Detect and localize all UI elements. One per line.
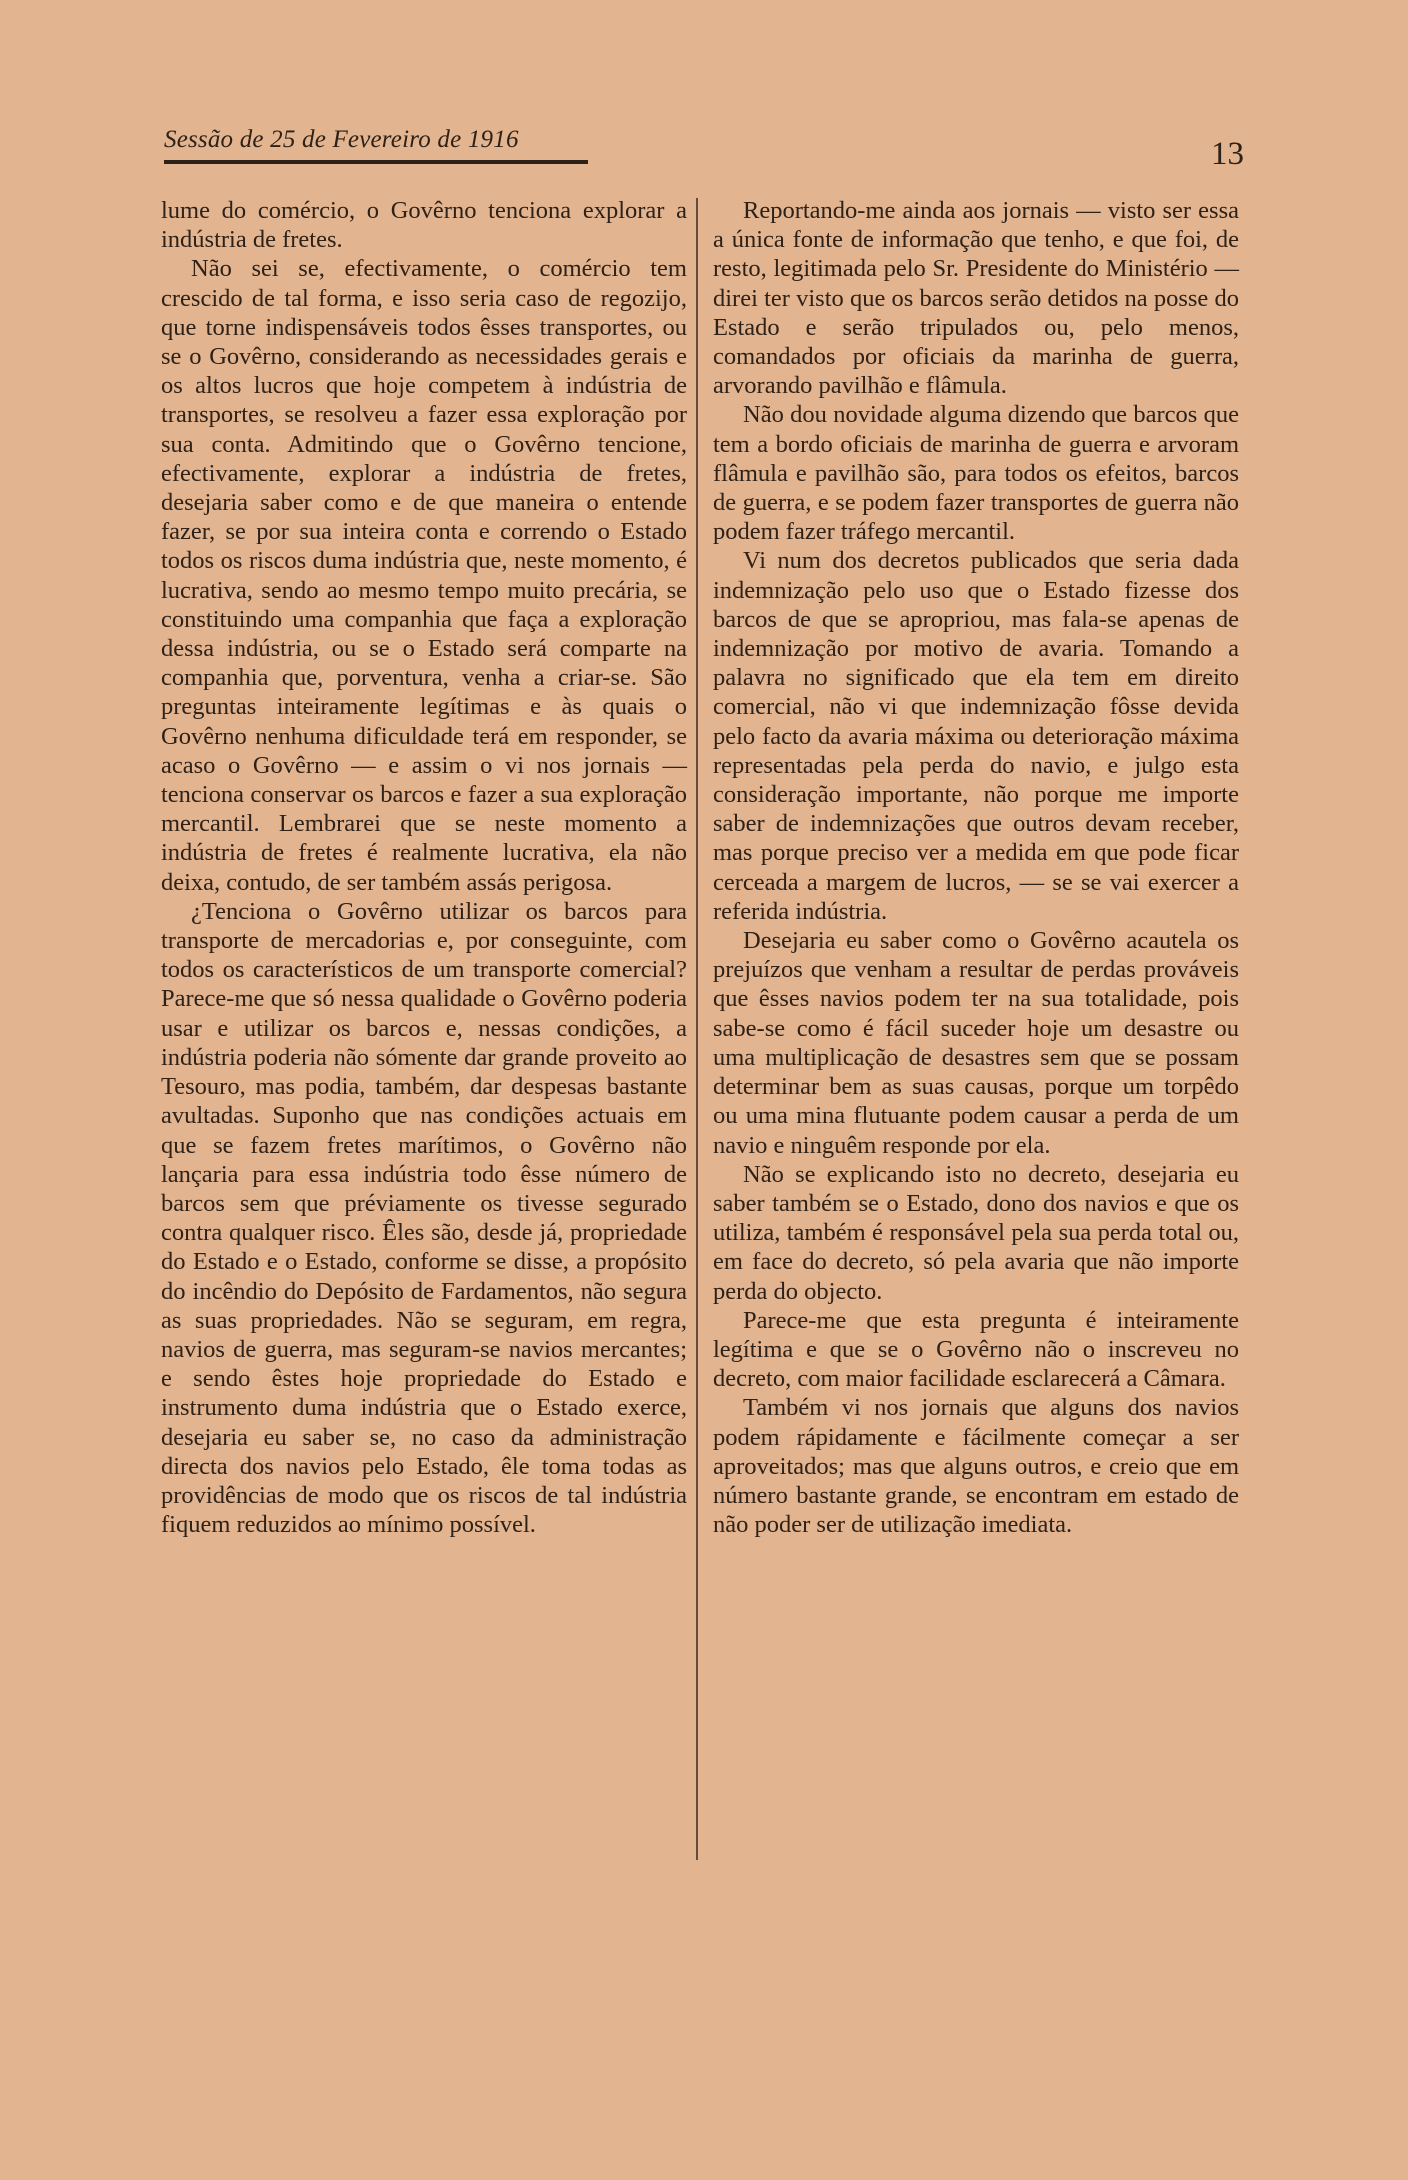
paragraph: Vi num dos decretos publicados que seria dada indemnização pelo uso que o Estado fizesse dos barcos de que se apropriou, mas fala-se apenas de indemnização por motivo de avaria. Tomando a palavra no significado que ela tem em direito comercial, não vi que indemnização fôsse devida pelo facto da avaria máxima ou deterioração máxima representadas pela perda do navio, e julgo esta consideração importante, não porque me importe saber de indemnizações que outros devam receber, mas porque preciso ver a medida em que pode ficar cerceada a margem de lucros, — se se vai exercer a referida indústria. — [713, 547, 1239, 925]
page-header — [164, 126, 1244, 176]
running-head: Sessão de 25 de Fevereiro de 1916 — [164, 126, 588, 164]
paragraph: Não se explicando isto no decreto, desejaria eu saber também se o Estado, dono dos navios e que os utiliza, também é responsável pela sua perda total ou, em face do decreto, só pela avaria que não importe perda do objecto. — [713, 1160, 1239, 1305]
paragraph: Desejaria eu saber como o Govêrno acautela os prejuízos que venham a resultar de perdas prováveis que êsses navios podem ter na sua totalidade, pois sabe-se como é fácil suceder hoje um desastre ou uma multiplicação de desastres sem que se possam determinar bem as suas causas, porque um torpêdo ou uma mina flutuante podem causar a perda de um navio e ninguêm responde por ela. — [713, 927, 1239, 1159]
text-column-left — [161, 196, 687, 1539]
paragraph: Não sei se, efectivamente, o comércio tem crescido de tal forma, e isso seria caso de regozijo, que torne indispensáveis todos êsses transportes, ou se o Govêrno, considerando as necessidades gerais e os altos lucros que hoje competem à indústria de transportes, se resolveu a fazer essa exploração por sua conta. Admitindo que o Govêrno tencione, efectivamente, explorar a indústria de fretes, desejaria saber como e de que maneira o entende fazer, se por sua inteira conta e correndo o Estado todos os riscos duma indústria que, neste momento, é lucrativa, sendo ao mesmo tempo muito precária, se constituindo uma companhia que faça a exploração dessa indústria, ou se o Estado será comparte na companhia que, porventura, venha a criar-se. São preguntas inteiramente legítimas e às quais o Govêrno nenhuma dificuldade terá em responder, se acaso o Govêrno — e assim o vi nos jornais — tenciona conservar os barcos e fazer a sua exploração mercantil. Lembrarei que se neste momento a indústria de fretes é realmente lucrativa, ela não deixa, contudo, de ser também assás perigosa. — [161, 255, 687, 896]
page-number: 13 — [1211, 136, 1244, 172]
paragraph: Parece-me que esta pregunta é inteiramente legítima e que se o Govêrno não o inscreveu no decreto, com maior facilidade esclarecerá a Câmara. — [713, 1306, 1239, 1393]
text-column-right — [713, 196, 1239, 1539]
paragraph: lume do comércio, o Govêrno tenciona explorar a indústria de fretes. — [161, 197, 687, 254]
paragraph: ¿Tenciona o Govêrno utilizar os barcos para transporte de mercadorias e, por conseguinte, com todos os característicos de um transporte comercial? Parece-me que só nessa qualidade o Govêrno poderia usar e utilizar os barcos e, nessas condições, a indústria poderia não sómente dar grande proveito ao Tesouro, mas podia, também, dar despesas bastante avultadas. Suponho que nas condições actuais em que se fazem fretes marítimos, o Govêrno não lançaria para essa indústria todo êsse número de barcos sem que préviamente os tivesse segurado contra qualquer risco. Êles são, desde já, propriedade do Estado e o Estado, conforme se disse, a propósito do incêndio do Depósito de Fardamentos, não segura as suas propriedades. Não se seguram, em regra, navios de guerra, mas seguram-se navios mercantes; e sendo êstes hoje propriedade do Estado e instrumento duma indústria que o Estado exerce, desejaria eu saber se, no caso da administração directa dos navios pelo Estado, êle toma todas as providências de modo que os riscos de tal indústria fiquem reduzidos ao mínimo possível. — [161, 897, 687, 1539]
paragraph: Reportando-me ainda aos jornais — visto ser essa a única fonte de informação que tenho, e que foi, de resto, legitimada pelo Sr. Presidente do Ministério — direi ter visto que os barcos serão detidos na posse do Estado e serão tripulados ou, pelo menos, comandados por oficiais da marinha de guerra, arvorando pavilhão e flâmula. — [713, 197, 1239, 400]
paragraph: Não dou novidade alguma dizendo que barcos que tem a bordo oficiais de marinha de guerra e arvoram flâmula e pavilhão são, para todos os efeitos, barcos de guerra, e se podem fazer transportes de guerra não podem fazer tráfego mercantil. — [713, 401, 1239, 546]
paragraph: Também vi nos jornais que alguns dos navios podem rápidamente e fácilmente começar a ser aproveitados; mas que alguns outros, e creio que em número bastante grande, se encontram em estado de não poder ser de utilização imediata. — [713, 1394, 1239, 1539]
column-divider — [696, 198, 698, 1860]
